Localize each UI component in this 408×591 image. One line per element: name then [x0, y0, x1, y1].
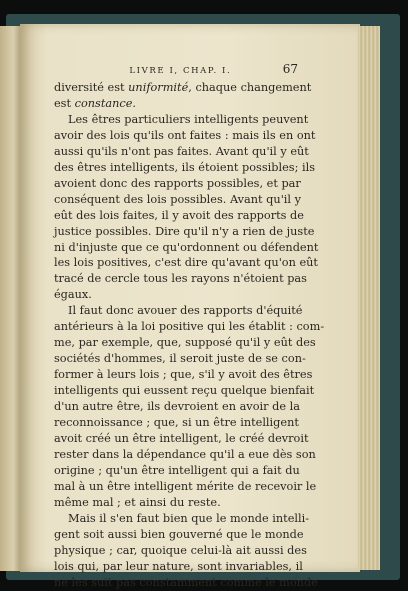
text-fragment: aussi qu'ils n'ont pas faites. Avant qu'il y eût — [54, 144, 309, 158]
text-fragment: sociétés d'hommes, il seroit juste de se con- — [54, 352, 306, 366]
text-fragment: tracé de cercle tous les rayons n'étoient pas — [54, 272, 307, 286]
text-fragment: avoit créé un être intelligent, le créé devroit — [54, 431, 309, 445]
text-fragment: physique ; car, quoique celui-là ait aussi des — [54, 543, 307, 557]
text-fragment: même mal ; et ainsi du reste. — [54, 495, 221, 509]
text-line — [54, 383, 315, 399]
text-fragment: eût des lois faites, il y avoit des rapports de — [54, 208, 304, 222]
text-fragment: former à leurs lois ; que, s'il y avoit des êtres — [54, 368, 313, 382]
text-line — [54, 543, 307, 559]
text-line — [54, 367, 313, 383]
page-header — [54, 62, 298, 80]
text-line — [54, 431, 309, 447]
text-fragment: lois qui, par leur nature, sont invariables, il — [54, 559, 303, 573]
text-fragment: est — [54, 96, 75, 110]
text-fragment: gent soit aussi bien gouverné que le monde — [54, 527, 304, 541]
text-line — [54, 208, 304, 224]
page-number: 67 — [282, 62, 298, 76]
text-fragment: d'un autre être, ils devroient en avoir de la — [54, 400, 300, 414]
text-fragment: justice possibles. Dire qu'il n'y a rien de juste — [54, 224, 315, 238]
text-line — [54, 463, 298, 479]
text-fragment: mal à un être intelligent mérite de recevoir le — [54, 479, 317, 493]
text-line — [54, 495, 298, 511]
text-line — [54, 399, 298, 415]
text-fragment: ni d'injuste que ce qu'ordonnent ou défendent — [54, 240, 319, 254]
text-fragment: ne les suit pas constamment comme le monde — [54, 575, 318, 589]
text-fragment: avoir des lois qu'ils ont faites : mais ils en ont — [54, 128, 316, 142]
running-head: LIVRE I, CHAP. I. — [129, 66, 232, 76]
text-fragment: reconnoissance ; que, si un être intelligent — [54, 416, 299, 430]
text-fragment: constance — [74, 96, 133, 110]
text-fragment: . — [132, 96, 136, 110]
text-fragment: égaux. — [54, 288, 92, 302]
text-line — [54, 271, 307, 287]
text-line — [54, 96, 298, 112]
text-line — [54, 351, 306, 367]
text-fragment: diversité est — [54, 81, 129, 94]
text-line — [54, 335, 316, 351]
page-edges — [358, 26, 380, 570]
text-fragment: des êtres intelligents, ils étoient possibles; ils — [54, 160, 316, 174]
text-line — [54, 511, 310, 527]
text-line — [54, 447, 316, 463]
text-line — [54, 144, 309, 160]
text-fragment: avoient donc des rapports possibles, et par — [54, 176, 301, 190]
text-fragment: me, par exemple, que, supposé qu'il y eût des — [54, 336, 316, 350]
text-fragment: conséquent des lois possibles. Avant qu'il y — [54, 192, 301, 206]
left-page-edge — [0, 26, 22, 571]
page-text-block — [54, 62, 325, 591]
text-fragment: les lois positives, c'est dire qu'avant qu'on eût — [54, 256, 318, 270]
body-text — [54, 80, 325, 591]
text-line — [54, 128, 316, 144]
text-line — [54, 192, 301, 208]
text-fragment: antérieurs à la loi positive qui les établit : com- — [54, 320, 325, 334]
text-line — [54, 224, 315, 240]
text-fragment: , chaque changement — [188, 81, 312, 94]
text-fragment: Les êtres particuliers intelligents peuvent — [68, 112, 309, 126]
text-fragment: origine ; qu'un être intelligent qui a fait du — [54, 463, 300, 477]
text-line — [54, 527, 304, 543]
text-line — [54, 287, 298, 303]
text-line — [54, 575, 318, 591]
text-line — [54, 559, 303, 575]
text-fragment: Il faut donc avouer des rapports d'équité — [68, 304, 303, 318]
text-line — [54, 415, 298, 431]
text-fragment: intelligents qui eussent reçu quelque bienfait — [54, 384, 315, 398]
text-line — [54, 255, 318, 271]
text-line — [54, 303, 303, 319]
text-fragment: uniformité — [128, 81, 189, 94]
text-fragment: Mais il s'en faut bien que le monde intelli- — [68, 511, 310, 525]
text-line — [54, 176, 301, 192]
text-line — [54, 319, 325, 335]
text-line — [54, 112, 309, 128]
text-fragment: rester dans la dépendance qu'il a eue dès son — [54, 447, 316, 461]
text-line — [54, 160, 316, 176]
text-line — [54, 479, 317, 495]
text-line — [54, 80, 312, 96]
text-line — [54, 240, 319, 256]
